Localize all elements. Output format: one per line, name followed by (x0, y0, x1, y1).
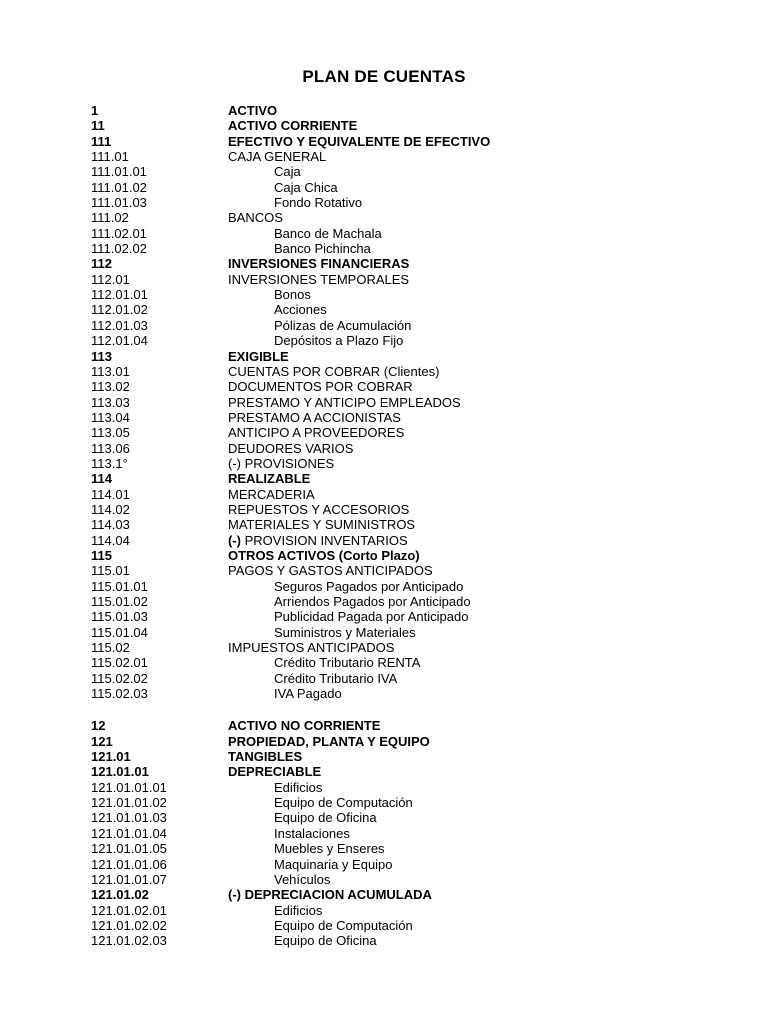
account-name: OTROS ACTIVOS (Corto Plazo) (228, 547, 420, 563)
account-row (0, 502, 768, 517)
account-name: REALIZABLE (228, 471, 311, 487)
account-name: Depósitos a Plazo Fijo (274, 333, 404, 349)
account-name: DOCUMENTOS POR COBRAR (228, 379, 413, 395)
account-code: 115 (91, 547, 112, 563)
account-name: PAGOS Y GASTOS ANTICIPADOS (228, 563, 433, 579)
account-row (0, 640, 768, 655)
account-row (0, 118, 768, 133)
account-row (0, 625, 768, 640)
account-code: 112.01 (91, 271, 130, 287)
account-code: 121.01.02 (91, 887, 149, 903)
account-code: 114 (91, 471, 112, 487)
account-row (0, 671, 768, 686)
account-code: 113.05 (91, 425, 130, 441)
account-code: 112.01.01 (91, 287, 148, 303)
account-name: ACTIVO CORRIENTE (228, 118, 358, 134)
account-name: Equipo de Oficina (274, 933, 377, 949)
account-row (0, 134, 768, 149)
account-code: 121.01.01.01 (91, 779, 167, 795)
account-name: Pólizas de Acumulación (274, 317, 412, 333)
account-name: Equipo de Computación (274, 917, 413, 933)
account-name: IVA Pagado (274, 686, 342, 702)
account-code: 121.01.02.03 (91, 933, 167, 949)
account-row (0, 364, 768, 379)
account-name: Suministros y Materiales (274, 624, 416, 640)
section-spacer (0, 701, 768, 718)
account-name: PROPIEDAD, PLANTA Y EQUIPO (228, 733, 430, 749)
account-name: Maquinaria y Equipo (274, 856, 393, 872)
account-code: 115.01.03 (91, 609, 148, 625)
account-name: INVERSIONES FINANCIERAS (228, 256, 410, 272)
account-row (0, 195, 768, 210)
account-name: Edificios (274, 902, 323, 918)
account-code: 111.01 (91, 149, 129, 165)
account-name: Banco Pichincha (274, 241, 371, 257)
account-row (0, 333, 768, 348)
account-name: Arriendos Pagados por Anticipado (274, 594, 471, 609)
account-row (0, 563, 768, 578)
account-code: 115.01 (91, 563, 130, 579)
account-row (0, 441, 768, 456)
account-row (0, 103, 768, 118)
account-row (0, 686, 768, 701)
account-row (0, 718, 768, 733)
account-row (0, 149, 768, 164)
account-row (0, 609, 768, 624)
account-code: 111.01.03 (91, 195, 147, 211)
account-row (0, 180, 768, 195)
account-name: Crédito Tributario RENTA (274, 655, 421, 671)
account-row (0, 579, 768, 594)
account-name: Caja (274, 164, 301, 180)
page-title: PLAN DE CUENTAS (302, 67, 466, 86)
account-name: Edificios (274, 779, 323, 795)
account-code: 121.01.01.02 (91, 795, 167, 811)
account-code: 115.02.03 (91, 686, 148, 702)
account-row (0, 887, 768, 902)
account-code: 121.01.01.06 (91, 856, 167, 872)
account-code: 111.01.02 (91, 179, 147, 195)
account-code: 114.01 (91, 486, 130, 502)
account-code: 113.06 (91, 440, 130, 456)
account-row (0, 517, 768, 532)
account-name: Equipo de Oficina (274, 810, 377, 826)
account-name: TANGIBLES (228, 749, 303, 765)
account-code: 112.01.04 (91, 333, 148, 349)
account-name: PRESTAMO Y ANTICIPO EMPLEADOS (228, 394, 461, 410)
account-row (0, 349, 768, 364)
account-name: (-) DEPRECIACION ACUMULADA (228, 887, 432, 903)
account-code: 112.01.02 (91, 302, 148, 318)
account-name: (-) PROVISIONES (228, 455, 335, 471)
account-name: EFECTIVO Y EQUIVALENTE DE EFECTIVO (228, 133, 491, 149)
account-list (0, 103, 768, 949)
account-name: Acciones (274, 302, 327, 318)
account-row (0, 379, 768, 394)
account-code: 114.03 (91, 517, 130, 533)
account-code: 115.01.04 (91, 624, 148, 640)
account-row (0, 471, 768, 486)
account-name: Vehículos (274, 871, 331, 887)
account-code: 112 (91, 256, 112, 272)
account-code: 113 (91, 348, 112, 364)
account-name: Equipo de Computación (274, 795, 413, 811)
account-name (228, 533, 408, 548)
account-row (0, 302, 768, 317)
account-name: CAJA GENERAL (228, 149, 327, 165)
account-code: 113.1° (91, 455, 128, 471)
account-code: 112.01.03 (91, 317, 148, 333)
account-name: MATERIALES Y SUMINISTROS (228, 517, 416, 533)
account-row (0, 780, 768, 795)
account-row (0, 533, 768, 548)
account-name: ACTIVO NO CORRIENTE (228, 718, 381, 734)
account-code: 113.01 (91, 363, 130, 379)
account-name: Muebles y Enseres (274, 841, 385, 857)
account-code: 121.01.02.01 (91, 902, 167, 918)
account-name: ACTIVO (228, 103, 278, 118)
account-name: CUENTAS POR COBRAR (Clientes) (228, 363, 440, 379)
account-code: 121.01.01 (91, 764, 149, 780)
account-row (0, 241, 768, 256)
account-row (0, 826, 768, 841)
account-row (0, 210, 768, 225)
account-code: 113.03 (91, 394, 130, 410)
account-row (0, 287, 768, 302)
account-name: Instalaciones (274, 825, 350, 841)
account-code: 111.02 (91, 210, 129, 226)
account-name: IMPUESTOS ANTICIPADOS (228, 640, 395, 656)
account-code: 121 (91, 733, 113, 749)
account-row (0, 164, 768, 179)
account-code: 12 (91, 718, 106, 734)
account-code: 1 (91, 103, 99, 118)
account-code: 115.02.01 (91, 655, 148, 671)
account-code: 114.02 (91, 501, 130, 517)
account-name: MERCADERIA (228, 486, 315, 502)
account-name: Caja Chica (274, 179, 338, 195)
account-code: 113.02 (91, 379, 130, 395)
account-row (0, 548, 768, 563)
account-row (0, 594, 768, 609)
account-row (0, 425, 768, 440)
account-name-prefix: (-) (228, 532, 245, 548)
account-name: DEUDORES VARIOS (228, 440, 354, 456)
account-code: 115.02.02 (91, 670, 148, 686)
account-name: Fondo Rotativo (274, 195, 363, 211)
account-code: 121.01.01.03 (91, 810, 167, 826)
account-row (0, 395, 768, 410)
account-row (0, 318, 768, 333)
account-row (0, 655, 768, 670)
account-code: 115.01.01 (91, 578, 148, 594)
account-row (0, 918, 768, 933)
account-name: Bonos (274, 287, 311, 303)
account-name: INVERSIONES TEMPORALES (228, 271, 410, 287)
account-name: Publicidad Pagada por Anticipado (274, 609, 469, 625)
account-row (0, 456, 768, 471)
account-row (0, 933, 768, 948)
account-code: 111 (91, 133, 112, 149)
account-code: 115.01.02 (91, 594, 148, 609)
account-code: 121.01.01.05 (91, 841, 167, 857)
account-row (0, 734, 768, 749)
account-name: Crédito Tributario IVA (274, 670, 398, 686)
account-name: DEPRECIABLE (228, 764, 322, 780)
account-code: 121.01 (91, 749, 131, 765)
account-name: Banco de Machala (274, 225, 382, 241)
account-name: REPUESTOS Y ACCESORIOS (228, 501, 410, 517)
account-row (0, 857, 768, 872)
account-row (0, 487, 768, 502)
account-name-text: PROVISION INVENTARIOS (244, 532, 408, 548)
account-code: 121.01.01.07 (91, 871, 167, 887)
account-row (0, 272, 768, 287)
account-code: 111.01.01 (91, 164, 147, 180)
account-code: 11 (91, 118, 105, 134)
account-name: PRESTAMO A ACCIONISTAS (228, 409, 401, 425)
account-row (0, 410, 768, 425)
account-row (0, 841, 768, 856)
account-code: 121.01.02.02 (91, 917, 167, 933)
account-row (0, 872, 768, 887)
account-name: EXIGIBLE (228, 348, 289, 364)
account-code: 115.02 (91, 640, 130, 656)
account-name: ANTICIPO A PROVEEDORES (228, 425, 405, 441)
account-code: 114.04 (91, 532, 130, 548)
account-code: 111.02.01 (91, 225, 147, 241)
account-name: Seguros Pagados por Anticipado (274, 578, 464, 594)
account-code: 113.04 (91, 409, 130, 425)
account-row (0, 795, 768, 810)
account-code: 121.01.01.04 (91, 825, 167, 841)
account-row (0, 810, 768, 825)
account-row (0, 749, 768, 764)
account-row (0, 256, 768, 271)
account-row (0, 764, 768, 779)
account-row (0, 903, 768, 918)
account-code: 111.02.02 (91, 241, 147, 257)
account-row (0, 226, 768, 241)
account-name: BANCOS (228, 210, 283, 226)
